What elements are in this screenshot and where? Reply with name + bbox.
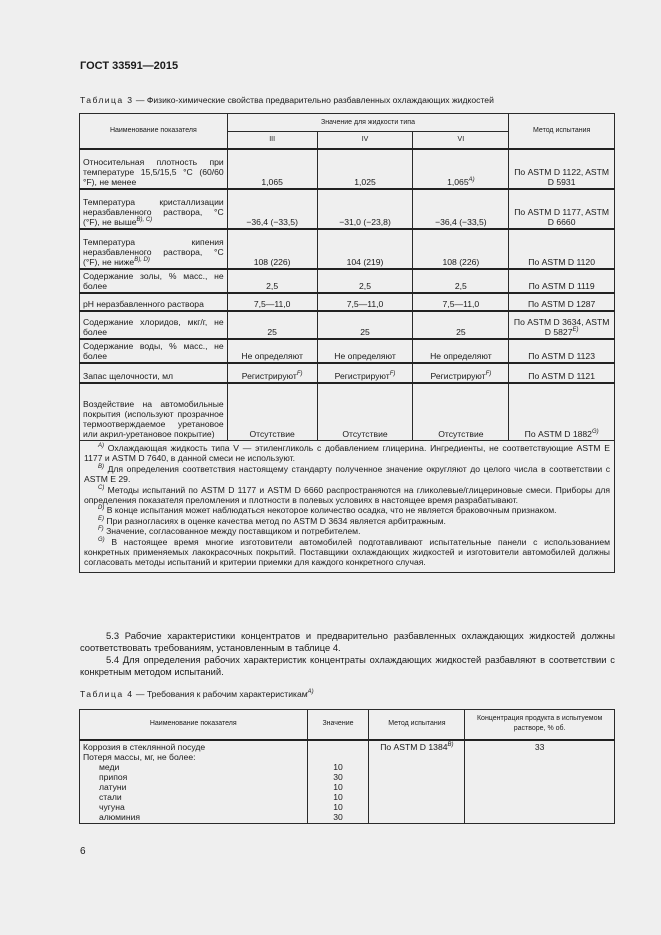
t4-metal-value: 10 [333, 801, 343, 812]
t4-method-sup: B) [447, 741, 454, 748]
table3-cell-type4: 7,5—11,0 [317, 293, 413, 311]
table3-row [80, 149, 615, 189]
t4-head-conc: Концентрация продукта в испытуемом растворе, % об. [465, 710, 615, 740]
t4-metal-name: стали [99, 791, 122, 802]
t4-metal-value: 10 [333, 761, 343, 772]
table3-row [80, 293, 615, 311]
table3-cell-type6: Отсутствие [413, 383, 509, 441]
t4-metal-name: припоя [99, 771, 128, 782]
table3-cell-type4: Отсутствие [317, 383, 413, 441]
table3-row [80, 311, 615, 339]
t4-metal-name: меди [99, 761, 120, 772]
table3-cell-type3: 2,5 [227, 269, 317, 293]
table3-footnote: $^{D)}$ В конце испытания может наблюдаться некоторое количество осадка, что не является браковочным признаком. [98, 505, 557, 516]
table3-cell-type3: 1,065 [227, 149, 317, 189]
table3-cell-type4: 25 [317, 311, 413, 339]
table3-footnote: $^{B)}$ Для определения соответствия настоящему стандарту полученное значение округляют до целого числа в соответствии с ASTM E 29. [84, 463, 610, 485]
table3-footnote: $^{F)}$ Значение, согласованное между поставщиком и потребителем. [98, 526, 361, 537]
table3-footnote: $^{G)}$ В настоящее время многие изготовители автомобилей подготавливают испытательные панели с использованием конкретных применяемых лакокрасочных покрытий. Поставщики охлаждающих жидкостей и изготовители автомобилей должны согласовать методы испытаний и критерии приемки для каждого конкретного случая. [84, 536, 611, 568]
t3-head-type3: III [227, 132, 317, 149]
table-4 [79, 709, 615, 824]
table3-row [80, 383, 615, 441]
table3-cell-method: По ASTM D 1121 [509, 363, 615, 383]
t4-method: По ASTM D 1384 [380, 741, 448, 752]
table3-cell-name: Содержание воды, % масс., не более [80, 339, 228, 363]
table3-cell-type6: $1,065^{A)}$ [413, 149, 509, 189]
t4-value-cell [307, 740, 369, 824]
table3-caption [80, 95, 494, 105]
table3-cell-type6: −36,4 (−33,5) [413, 189, 509, 229]
table3-cell-name: Относительная плотность при температуре 15,5/15,5 °C (60/60 °F), не менее [80, 149, 228, 189]
table3-footnote: $^{A)}$ Охлаждающая жидкость типа V — этиленгликоль с добавлением глицерина. Ингредиенты, не соответствующие ASTM E 1177 и ASTM D 7640, в данной смеси не используют. [84, 443, 610, 464]
table3-cell-type3: Не определяют [227, 339, 317, 363]
table3-cell-method: По ASTM D $1882^{G)}$ [509, 383, 615, 441]
table3-cell-name: Запас щелочности, мл [80, 363, 228, 383]
table3-cell-type4: 2,5 [317, 269, 413, 293]
table3-cell-type3: 108 (226) [227, 229, 317, 269]
t4-metal-name: алюминия [99, 811, 141, 822]
t3-head-name: Наименование показателя [80, 114, 228, 149]
table3-row [80, 339, 615, 363]
table3-row [80, 363, 615, 383]
t4-metal-value: 10 [333, 791, 343, 802]
table3-cell-type3: 25 [227, 311, 317, 339]
table3-caption-prefix: Таблица 3 [80, 95, 134, 105]
table3-cell-type4: Регистрируют$^{F)}$ [317, 363, 413, 383]
table3-cell-method: По ASTM D 1123 [509, 339, 615, 363]
table3-cell-method: По ASTM D 1177, ASTM D 6660 [509, 189, 615, 229]
table3-caption-text: — Физико-химические свойства предварительно разбавленных охлаждающих жидкостей [133, 95, 494, 105]
table4-caption-sup: A) [307, 689, 314, 696]
t4-head-name: Наименование показателя [80, 710, 308, 740]
table3-cell-name: Температура кипения неразбавленного раствора, °C (°F), не ниже$^{B), D)}$ [80, 229, 228, 269]
table3-cell-method: По ASTM D 1122, ASTM D 5931 [509, 149, 615, 189]
table3-row [80, 269, 615, 293]
table3-cell-type4: Не определяют [317, 339, 413, 363]
table3-cell-name: Температура кристаллизации неразбавленного раствора, °C (°F), не выше$^{B), C)}$ [80, 189, 228, 229]
table3-cell-name: Воздействие на автомобильные покрытия (используют прозрачное термоотверждаемое уретановое или акрил-уретановое покрытие) [80, 383, 228, 441]
table4-caption [80, 689, 314, 699]
page-number: 6 [80, 846, 86, 857]
table-3 [79, 113, 615, 573]
table3-cell-type4: 104 (219) [317, 229, 413, 269]
t4-row-title: Коррозия в стеклянной посуде [83, 741, 206, 752]
table3-footnote: $^{C)}$ Методы испытаний по ASTM D 1177 и ASTM D 6660 распространяются на гликолевые/глицериновые смеси. Приборы для определения показателя преломления и плотности в полевых условиях в настоящее время разрабатывают. [84, 484, 610, 506]
table3-row [80, 229, 615, 269]
t4-metal-value: 30 [333, 811, 343, 822]
t4-metal-name: чугуна [99, 801, 125, 812]
t4-metal-name: латуни [99, 781, 127, 792]
table3-cell-type6: 7,5—11,0 [413, 293, 509, 311]
table3-cell-method: По ASTM D 1119 [509, 269, 615, 293]
table3-cell-type6: 108 (226) [413, 229, 509, 269]
t4-head-method: Метод испытания [369, 710, 465, 740]
t4-name-cell [80, 740, 308, 824]
t4-method-cell [369, 740, 465, 824]
document-header: ГОСТ 33591—2015 [80, 60, 179, 72]
t3-head-type4: IV [317, 132, 413, 149]
table3-cell-type6: 25 [413, 311, 509, 339]
table3-footnote: $^{E)}$ При разногласиях в оценке качества метод по ASTM D 3634 является арбитражным. [98, 515, 446, 526]
table3-cell-type4: −31,0 (−23,8) [317, 189, 413, 229]
table3-cell-type6: 2,5 [413, 269, 509, 293]
table3-cell-method: По ASTM D 1120 [509, 229, 615, 269]
t4-conc-cell [465, 740, 615, 824]
table3-cell-type3: −36,4 (−33,5) [227, 189, 317, 229]
t4-head-value: Значение [307, 710, 369, 740]
table3-cell-type6: Не определяют [413, 339, 509, 363]
table3-cell-type4: 1,025 [317, 149, 413, 189]
table3-footnotes [80, 441, 615, 573]
table3-cell-type3: Отсутствие [227, 383, 317, 441]
table4-caption-text: — Требования к рабочим характеристикам [133, 689, 308, 699]
table3-cell-type3: 7,5—11,0 [227, 293, 317, 311]
t3-head-type6: VI [413, 132, 509, 149]
t3-head-method: Метод испытания [509, 114, 615, 149]
section-paragraphs [80, 630, 615, 678]
table4-caption-prefix: Таблица 4 [80, 689, 134, 699]
t4-row-sub: Потеря массы, мг, не более: [83, 751, 196, 762]
table3-cell-name: Содержание золы, % масс., не более [80, 269, 228, 293]
table3-cell-type6: Регистрируют$^{F)}$ [413, 363, 509, 383]
table3-cell-type3: Регистрируют$^{F)}$ [227, 363, 317, 383]
t4-conc: 33 [534, 741, 545, 752]
table3-cell-method: По ASTM D 3634, ASTM D $5827^{E)}$ [509, 311, 615, 339]
t4-metal-value: 10 [333, 781, 343, 792]
paragraph-5-3: 5.3 Рабочие характеристики концентратов и предварительно разбавленных охлаждающих жидкостей должны соответствовать требованиям, установленным в таблице 4. [80, 630, 615, 653]
table3-cell-name: Содержание хлоридов, мкг/г, не более [80, 311, 228, 339]
paragraph-5-4: 5.4 Для определения рабочих характеристик концентраты охлаждающих жидкостей разбавляют в соответствии с конкретным методом испытаний. [80, 654, 615, 677]
t3-head-group: Значение для жидкости типа [227, 114, 509, 132]
t4-metal-value: 30 [333, 771, 343, 782]
table3-cell-name: pH неразбавленного раствора [80, 293, 228, 311]
table3-row [80, 189, 615, 229]
table3-cell-method: По ASTM D 1287 [509, 293, 615, 311]
